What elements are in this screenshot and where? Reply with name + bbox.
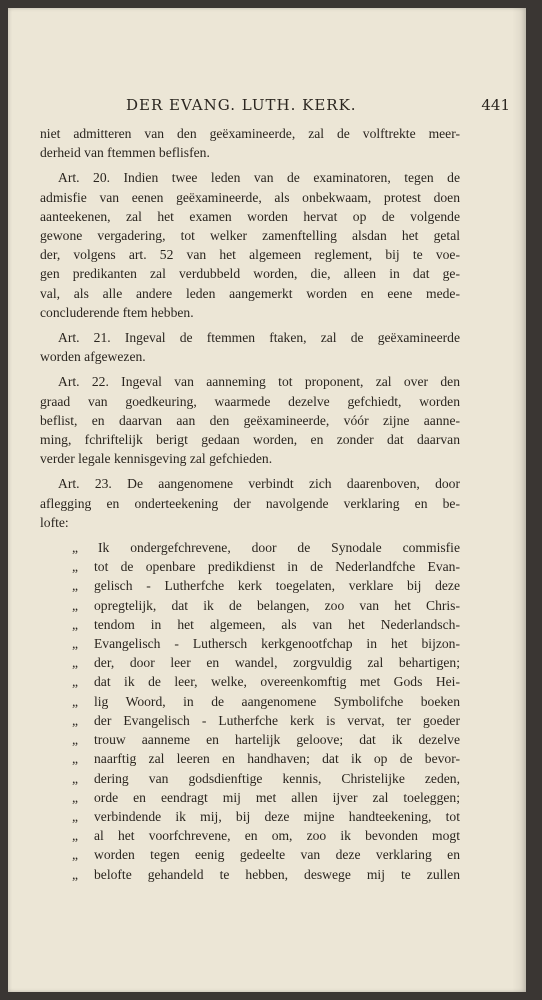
quote-line [70, 538, 460, 557]
text-line: Art. 21. Ingeval de ftemmen ftaken, zal de geëxamineerde [58, 330, 460, 346]
quote-text: dering van godsdienftige kennis, Christelijke zeden, [94, 770, 460, 786]
quote-line [70, 749, 460, 768]
quote-text: tendom in het algemeen, als van het Nederlandsch- [94, 616, 460, 632]
text-line: aanteekenen, zal het examen worden hervat op de volgende [40, 208, 460, 224]
quotation-mark: „ [72, 866, 79, 882]
text-line: Art. 20. Indien twee leden van de examinatoren, tegen de [58, 170, 460, 186]
text-line: worden afgewezen. [40, 349, 146, 365]
quote-text: opregtelijk, dat ik de belangen, zoo van het Chris- [94, 597, 460, 613]
quote-line [70, 634, 460, 653]
quotation-mark: „ [72, 636, 79, 652]
quote-text: lig Woord, in de aangenomene Symbolifche boeken [94, 693, 460, 709]
quote-line [70, 692, 460, 711]
text-line: beflist, en daarvan aan den geëxamineerde, vóór zijne aanne- [40, 412, 460, 428]
quotation-mark: „ [72, 597, 79, 613]
quote-text: worden tegen eenig gedeelte van deze verklaring en [94, 847, 460, 863]
quote-text: Ik ondergefchrevene, door de Synodale commisfie [98, 540, 460, 556]
quotation-mark: „ [72, 751, 79, 767]
paragraph-art21 [40, 328, 460, 366]
book-page [8, 8, 526, 992]
quotation-mark: „ [72, 655, 79, 671]
quotation-mark: „ [72, 847, 79, 863]
text-line: derheid van ftemmen beflisfen. [40, 145, 210, 161]
text-line: Art. 22. Ingeval van aanneming tot proponent, zal over den [58, 374, 460, 390]
quotation-mark: „ [72, 540, 79, 556]
quote-line [70, 769, 460, 788]
text-line: gewone vergadering, tot welker zamenftelling alsdan het getal [40, 228, 460, 244]
quote-line [70, 807, 460, 826]
quote-text: Evangelisch - Luthersch kerkgenootfchap in het bijzon- [94, 636, 460, 652]
quote-line [70, 653, 460, 672]
paragraph-art23 [40, 474, 460, 532]
text-line: der, volgens art. 52 van het algemeen reglement, bij te voe- [40, 247, 460, 263]
running-title: DER EVANG. LUTH. KERK. [126, 96, 357, 114]
quotation-mark: „ [72, 616, 79, 632]
quote-line [70, 596, 460, 615]
quotation-mark: „ [72, 559, 79, 575]
quote-line [70, 730, 460, 749]
text-line: val, als alle andere leden aangemerkt worden en eene mede- [40, 285, 460, 301]
quote-text: der Evangelisch - Lutherfche kerk is vervat, ter goeder [94, 712, 460, 728]
text-line: concluderende ftem hebben. [40, 304, 194, 320]
text-line: gen predikanten zal verdubbeld worden, die, alleen in dat ge- [40, 266, 460, 282]
quote-line [70, 711, 460, 730]
quote-line [70, 826, 460, 845]
quote-line [70, 788, 460, 807]
quote-text: belofte gehandeld te hebben, deswege mij te zullen [94, 866, 460, 882]
quote-text: trouw aanneme en hartelijk geloove; dat ik dezelve [94, 732, 460, 748]
page-number: 441 [481, 96, 510, 114]
quotation-mark: „ [72, 674, 79, 690]
quote-text: dat ik de leer, welke, overeenkomftig met Gods Hei- [94, 674, 460, 690]
paragraph-art20 [40, 168, 460, 322]
quote-text: gelisch - Lutherfche kerk toegelaten, verklare bij deze [94, 578, 460, 594]
text-line: Art. 23. De aangenomene verbindt zich daarenboven, door [58, 476, 460, 492]
quotation-mark: „ [72, 770, 79, 786]
quotation-mark: „ [72, 693, 79, 709]
quotation-mark: „ [72, 712, 79, 728]
text-line: ming, fchriftelijk berigt gedaan worden, en zonder dat daarvan [40, 432, 460, 448]
text-line: graad van goedkeuring, waarmede dezelve gefchiedt, worden [40, 393, 460, 409]
declaration-quote [40, 538, 460, 884]
quotation-mark: „ [72, 789, 79, 805]
body-text [40, 124, 460, 884]
quote-line [70, 615, 460, 634]
quote-text: orde en eendragt mij met allen ijver zal toeleggen; [94, 789, 460, 805]
text-line: niet admitteren van den geëxamineerde, zal de volftrekte meer- [40, 126, 460, 141]
paragraph-p1 [40, 124, 460, 162]
page-edge-shadow [512, 8, 526, 992]
quote-text: verbindende ik mij, bij deze mijne handteekening, tot [94, 808, 460, 824]
text-line: lofte: [40, 514, 69, 530]
quote-line [70, 845, 460, 864]
quotation-mark: „ [72, 828, 79, 844]
quotation-mark: „ [72, 808, 79, 824]
quote-line [70, 576, 460, 595]
running-header [126, 96, 510, 114]
quote-line [70, 557, 460, 576]
quote-text: al het voorfchrevene, en om, zoo ik bevonden mogt [94, 828, 460, 844]
text-line: verder legale kennisgeving zal gefchieden. [40, 451, 273, 467]
quotation-mark: „ [72, 732, 79, 748]
quote-line [70, 865, 460, 884]
text-line: aflegging en onderteekening der navolgende verklaring en be- [40, 495, 460, 511]
quote-text: tot de openbare predikdienst in de Nederlandfche Evan- [94, 559, 460, 575]
quote-text: der, door leer en wandel, zorgvuldig zal behartigen; [94, 655, 460, 671]
quote-text: naarftig zal leeren en handhaven; dat ik op de bevor- [94, 751, 460, 767]
text-line: admisfie van eenen geëxamineerde, als onbekwaam, protest doen [40, 189, 460, 205]
quotation-mark: „ [72, 578, 79, 594]
quote-line [70, 672, 460, 691]
paragraph-art22 [40, 372, 460, 468]
